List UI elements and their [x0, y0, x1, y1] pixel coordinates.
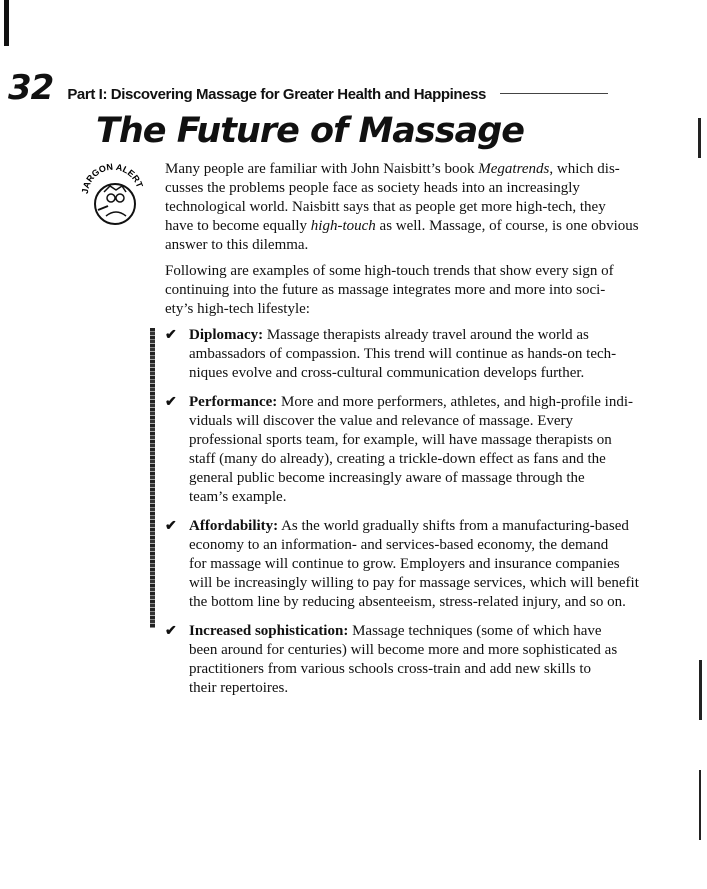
text: have to become equally [165, 218, 311, 234]
bullet-term: Increased sophistication: [189, 623, 349, 639]
text-line: practitioners from various schools cross-train and add new skills to [189, 661, 591, 677]
trend-list [165, 326, 639, 708]
bullet-term: Diplomacy: [189, 327, 264, 343]
text-line: continuing into the future as massage integrates more and more into soci- [165, 282, 606, 298]
text: Massage techniques (some of which have [348, 623, 602, 639]
text-line [189, 517, 639, 536]
jargon-alert-icon [80, 162, 146, 228]
checkmark-icon: ✔ [165, 519, 177, 534]
scan-artifact [699, 770, 701, 840]
text: , which dis- [549, 161, 620, 177]
text: Many people are familiar with John Naisbitt’s book [165, 161, 479, 177]
header-rule [500, 93, 608, 94]
text-line: their repertoires. [189, 680, 289, 696]
running-head: Part I: Discovering Massage for Greater Health and Happiness [67, 86, 486, 103]
text-line: general public become increasingly aware of massage through the [189, 470, 585, 486]
text-line: viduals will discover the value and relevance of massage. Every [189, 413, 574, 429]
text-line: cusses the problems people face as society heads into an increasingly [165, 180, 580, 196]
text-line: been around for centuries) will become more and more sophisticated as [189, 642, 618, 658]
text-line: niques evolve and cross-cultural communication develops further. [189, 365, 585, 381]
text-line: technological world. Naisbitt says that as people get more high-tech, they [165, 199, 606, 215]
text-line: for massage will continue to grow. Employers and insurance companies [189, 556, 620, 572]
text-line: the bottom line by reducing absenteeism, stress-related injury, and so on. [189, 594, 626, 610]
text-line [165, 160, 639, 179]
text: More and more performers, athletes, and high-profile indi- [277, 394, 633, 410]
text-line [189, 326, 639, 345]
section-title: The Future of Massage [96, 111, 525, 151]
text-line [189, 622, 639, 641]
text-line [165, 217, 639, 236]
list-item [165, 393, 639, 507]
list-item [165, 326, 639, 383]
text-line: ambassadors of compassion. This trend will continue as hands-on tech- [189, 346, 617, 362]
text-line: team’s example. [189, 489, 287, 505]
intro-paragraph [165, 160, 639, 255]
crop-mark [4, 0, 9, 46]
svg-text:JARGON ALERT [80, 162, 145, 194]
checkmark-icon: ✔ [165, 395, 177, 410]
list-item [165, 517, 639, 612]
text-line: economy to an information- and services-based economy, the demand [189, 537, 609, 553]
text-line [189, 393, 639, 412]
text: as well. Massage, of course, is one obvious [375, 218, 639, 234]
book-title: Megatrends [478, 161, 550, 177]
list-item [165, 622, 639, 698]
text: Massage therapists already travel around the world as [263, 327, 589, 343]
text-line: ety’s high-tech lifestyle: [165, 301, 310, 317]
scan-artifact [698, 118, 701, 158]
sidebar-bar [150, 328, 155, 628]
checkmark-icon: ✔ [165, 624, 177, 639]
icon-label: JARGON ALERT [80, 162, 145, 195]
text-line: staff (many do already), creating a trickle-down effect as fans and the [189, 451, 606, 467]
text-line: Following are examples of some high-touch trends that show every sign of [165, 263, 614, 279]
bullet-term: Performance: [189, 394, 278, 410]
bullet-term: Affordability: [189, 518, 279, 534]
page-header [8, 68, 608, 108]
text: As the world gradually shifts from a manufacturing-based [278, 518, 629, 534]
emphasis: high-touch [310, 218, 376, 234]
text-line: answer to this dilemma. [165, 237, 309, 253]
second-paragraph [165, 262, 614, 319]
checkmark-icon: ✔ [165, 328, 177, 343]
text-line: professional sports team, for example, will have massage therapists on [189, 432, 612, 448]
scan-artifact [699, 660, 702, 720]
page-number: 32 [8, 68, 54, 108]
text-line: will be increasingly willing to pay for massage services, which will benefit [189, 575, 639, 591]
